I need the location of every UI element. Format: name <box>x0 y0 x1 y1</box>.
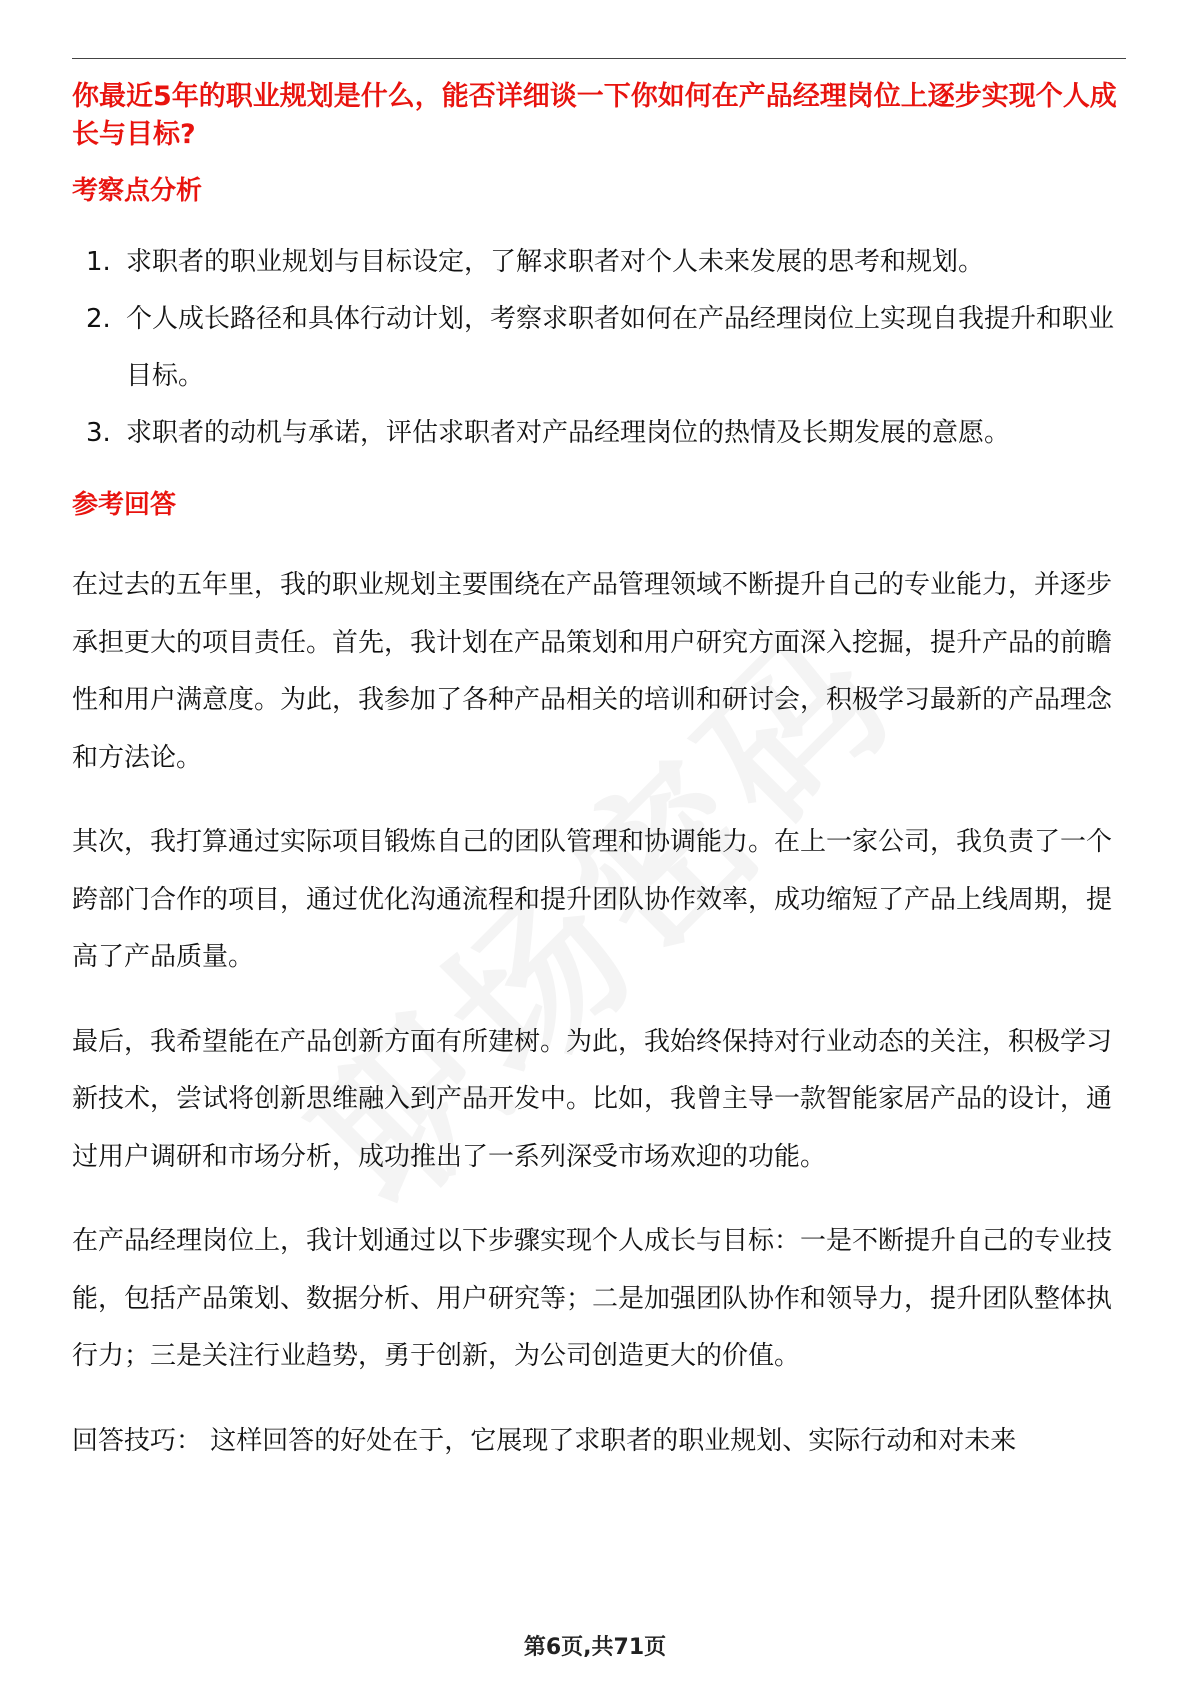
header-divider <box>72 58 1126 59</box>
list-item-number: 1. <box>86 247 111 277</box>
list-item <box>72 291 1132 405</box>
answer-paragraph: 最后，我希望能在产品创新方面有所建树。为此，我始终保持对行业动态的关注，积极学习新技术，尝试将创新思维融入到产品开发中。比如，我曾主导一款智能家居产品的设计，通过用户调研和市场分析，成功推出了一系列深受市场欢迎的功能。 <box>72 1026 1113 1172</box>
answer-tips: 回答技巧： 这样回答的好处在于，它展现了求职者的职业规划、实际行动和对未来 <box>72 1425 1017 1456</box>
list-item-text: 求职者的职业规划与目标设定，了解求职者对个人未来发展的思考和规划。 <box>126 247 985 277</box>
analysis-heading: 考察点分析 <box>72 176 203 206</box>
list-item <box>72 234 1132 291</box>
question-heading: 你最近5年的职业规划是什么，能否详细谈一下你如何在产品经理岗位上逐步实现个人成长与目标? <box>72 81 1117 150</box>
document-body <box>72 78 1132 1470</box>
list-item <box>72 405 1132 462</box>
list-item-number: 2. <box>86 304 111 334</box>
analysis-list <box>72 234 1132 462</box>
answer-paragraph: 其次，我打算通过实际项目锻炼自己的团队管理和协调能力。在上一家公司，我负责了一个跨部门合作的项目，通过优化沟通流程和提升团队协作效率，成功缩短了产品上线周期，提高了产品质量。 <box>72 827 1113 972</box>
list-item-number: 3. <box>86 418 111 448</box>
page-number: 第6页,共71页 <box>523 1635 667 1660</box>
answer-heading: 参考回答 <box>72 490 177 520</box>
answer-paragraph: 在产品经理岗位上，我计划通过以下步骤实现个人成长与目标：一是不断提升自己的专业技能，包括产品策划、数据分析、用户研究等；二是加强团队协作和领导力，提升团队整体执行力；三是关注行业趋势，勇于创新，为公司创造更大的价值。 <box>72 1226 1113 1371</box>
list-item-text: 个人成长路径和具体行动计划，考察求职者如何在产品经理岗位上实现自我提升和职业目标。 <box>126 304 1115 391</box>
list-item-text: 求职者的动机与承诺，评估求职者对产品经理岗位的热情及长期发展的意愿。 <box>126 418 1011 448</box>
answer-paragraph: 在过去的五年里，我的职业规划主要围绕在产品管理领域不断提升自己的专业能力，并逐步承担更大的项目责任。首先，我计划在产品策划和用户研究方面深入挖掘，提升产品的前瞻性和用户满意度。为此，我参加了各种产品相关的培训和研讨会，积极学习最新的产品理念和方法论。 <box>72 570 1113 773</box>
